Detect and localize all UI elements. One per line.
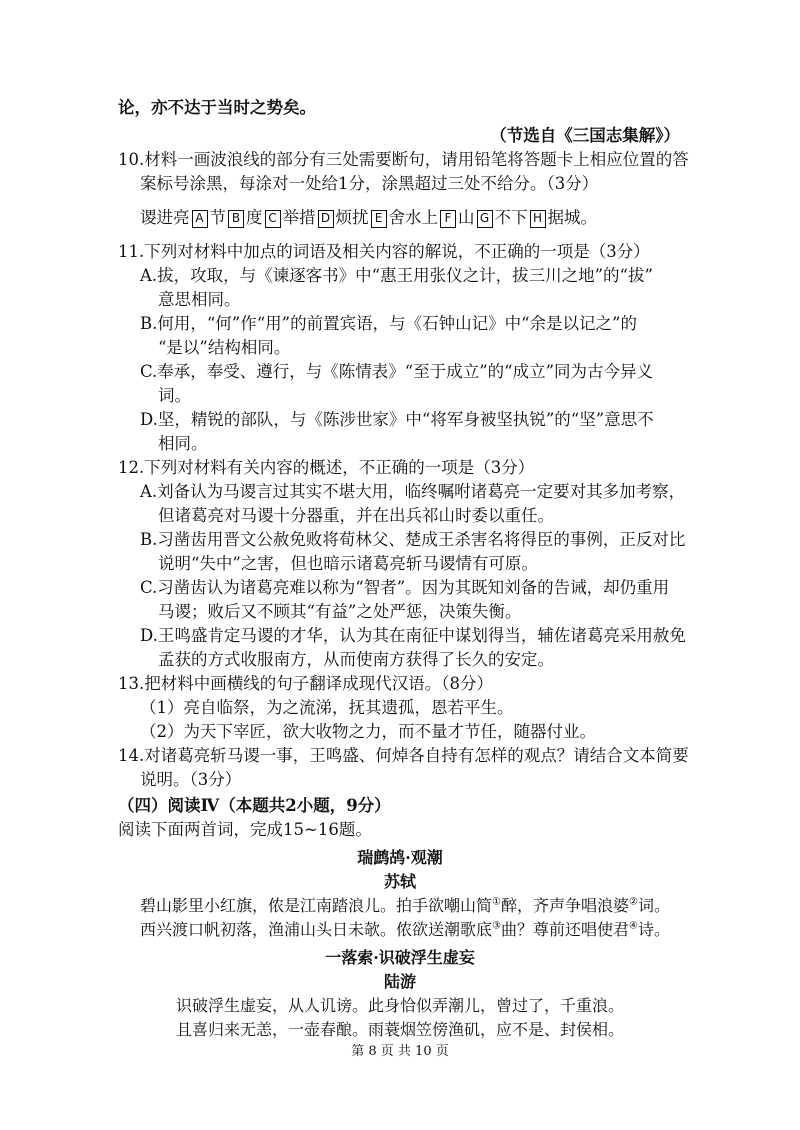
q11-option-d: D.坚，精锐的部队，与《陈涉世家》中“将军身被坚执锐”的“坚”意思不 [140, 410, 654, 429]
answer-box-a[interactable]: A [192, 210, 208, 228]
answer-box-f[interactable]: F [440, 210, 456, 228]
q10-segment: 谡进亮 [140, 208, 190, 227]
poem2-title: 一落索·识破浮生虚妄 [325, 948, 475, 967]
continued-text: 论，亦不达于当时之势矣。 [118, 98, 316, 117]
q10-segment: 烦扰 [335, 208, 369, 227]
q12-option-d-cont: 孟获的方式收服南方，从而使南方获得了长久的安定。 [158, 650, 554, 669]
q11-option-c: C.奉承，奉受、遵行，与《陈情表》“至于成立”的“成立”同为古今异义 [140, 362, 654, 381]
q11-stem: 11.下列对材料中加点的词语及相关内容的解说，不正确的一项是（3分） [118, 242, 650, 261]
footnote-marker: ③ [492, 920, 501, 932]
q10-segment: 度 [246, 208, 263, 227]
answer-box-g[interactable]: G [477, 210, 493, 228]
q10-stem-line2: 案标号涂黑，每涂对一处给1分，涂黑超过三处不给分。（3分） [140, 174, 599, 193]
q13-sentence-2: （2）为天下宰匠，欲大收物之力，而不量才节任，随器付业。 [140, 722, 596, 741]
answer-box-h[interactable]: H [530, 210, 546, 228]
poem1-text: 诗。 [637, 920, 670, 939]
poem2-author: 陆游 [383, 972, 416, 991]
q10-segment: 舍水上 [388, 208, 438, 227]
poem1-text: 曲？尊前还唱使君 [500, 920, 629, 939]
answer-box-c[interactable]: C [265, 210, 281, 228]
poem2-line-2: 且喜归来无恙，一壶春酿。雨蓑烟笠傍渔矶，应不是、封侯相。 [175, 1020, 624, 1039]
q11-option-d-cont: 相同。 [158, 434, 208, 453]
footnote-marker: ② [629, 896, 638, 908]
q14-stem-line1: 14.对诸葛亮斩马谡一事，王鸣盛、何焯各自持有怎样的观点？请结合文本简要 [118, 746, 689, 765]
q12-option-d: D.王鸣盛肯定马谡的才华，认为其在南征中谋划得当，辅佐诸葛亮采用赦免 [140, 626, 686, 645]
q13-sentence-1: （1）亮自临祭，为之流涕，抚其遗孤，恩若平生。 [140, 698, 514, 717]
q12-stem: 12.下列对材料有关内容的概述，不正确的一项是（3分） [118, 458, 535, 477]
q12-option-c-cont: 马谡；败后又不顾其“有益”之处严惩，决策失衡。 [158, 602, 522, 621]
q11-option-a: A.拔，攻取，与《谏逐客书》中“惠王用张仪之计，拔三川之地”的“拔” [140, 266, 653, 285]
poem1-text: 词。 [637, 896, 670, 915]
reading-instruction: 阅读下面两首词，完成15~16题。 [118, 820, 372, 839]
q10-stem-line1: 10.材料一画波浪线的部分有三处需要断句，请用铅笔将答题卡上相应位置的答 [118, 150, 689, 169]
q14-stem-line2: 说明。（3分） [140, 770, 242, 789]
q10-segmented-text [140, 206, 597, 230]
poem1-text: 碧山影里小红旗，侬是江南踏浪儿。拍手欲嘲山简 [140, 896, 493, 915]
footnote-marker: ④ [629, 920, 638, 932]
q12-option-b-cont: 说明“失中”之害，但也暗示诸葛亮斩马谡情有可原。 [158, 554, 538, 573]
q12-option-a: A.刘备认为马谡言过其实不堪大用，临终嘱咐诸葛亮一定要对其多加考察， [140, 482, 686, 501]
q10-segment: 举措 [282, 208, 316, 227]
q12-option-c: C.习凿齿认为诸葛亮难以称为“智者”。因为其既知刘备的告诫，却仍重用 [140, 578, 670, 597]
poem1-line-2 [140, 918, 670, 942]
q12-option-b: B.习凿齿用晋文公赦免败将荀林父、楚成王杀害名将得臣的事例，正反对比 [140, 530, 686, 549]
page-footer: 第 8 页 共 10 页 [351, 1044, 449, 1059]
answer-box-e[interactable]: E [371, 210, 387, 228]
poem1-text: 醉，齐声争唱浪婆 [500, 896, 629, 915]
q11-option-a-cont: 意思相同。 [158, 290, 241, 309]
poem1-text: 西兴渡口帆初落，渔浦山头日未欹。侬欲送潮歌底 [140, 920, 493, 939]
poem1-title: 瑞鹧鸪·观潮 [357, 848, 443, 867]
poem1-line-1 [140, 894, 670, 918]
q12-option-a-cont: 但诸葛亮对马谡十分器重，并在出兵祁山时委以重任。 [158, 506, 554, 525]
footnote-marker: ① [492, 896, 501, 908]
q11-option-c-cont: 词。 [158, 386, 191, 405]
answer-box-b[interactable]: B [228, 210, 244, 228]
q10-segment: 不下 [494, 208, 528, 227]
poem2-line-1: 识破浮生虚妄，从人讥谤。此身恰似弄潮儿，曾过了，千重浪。 [175, 996, 624, 1015]
q11-option-b: B.何用，“何”作“用”的前置宾语，与《石钟山记》中“余是以记之”的 [140, 314, 637, 333]
q10-segment: 山 [458, 208, 475, 227]
q11-option-b-cont: “是以”结构相同。 [158, 338, 291, 357]
source-citation: （节选自《三国志集解》） [490, 126, 680, 145]
poem1-author: 苏轼 [383, 872, 416, 891]
section-heading: （四）阅读Ⅳ（本题共2小题，9分） [118, 796, 391, 815]
answer-box-d[interactable]: D [318, 210, 334, 228]
q13-stem: 13.把材料中画横线的句子翻译成现代汉语。（8分） [118, 674, 493, 693]
q10-segment: 节 [209, 208, 226, 227]
q10-segment: 据城。 [547, 208, 597, 227]
